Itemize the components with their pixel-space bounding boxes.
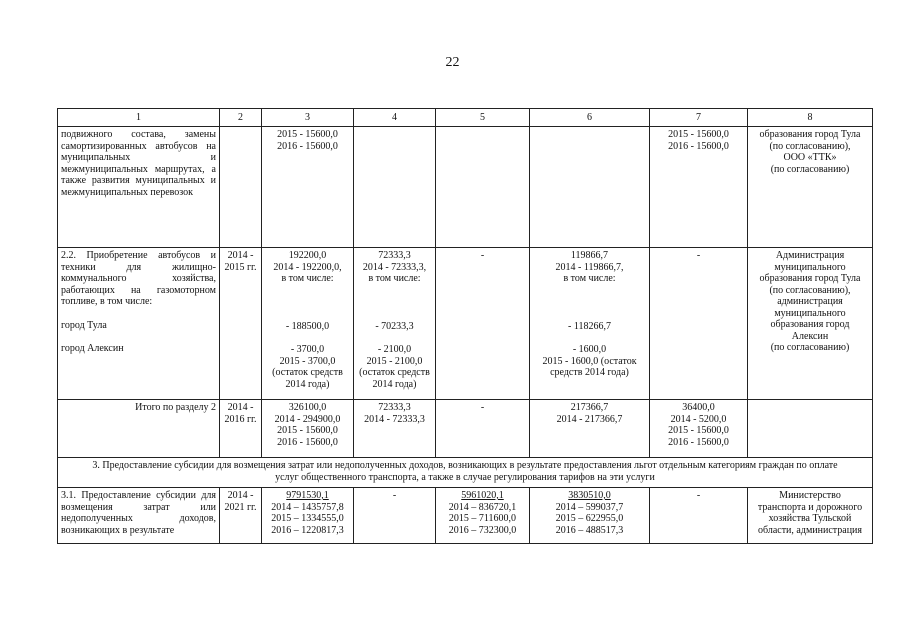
row4-total: 9791530,1 2014 – 1435757,8 2015 – 1334555,0 2016 – 1220817,3 <box>262 488 354 544</box>
header-col-3: 3 <box>262 109 354 127</box>
table-row <box>58 488 873 544</box>
budget-table <box>57 108 873 544</box>
row4-col5: 5961020,1 2014 – 836720,1 2015 – 711600,0 2016 – 732300,0 <box>436 488 530 544</box>
row3-period: 2014 - 2016 гг. <box>220 400 262 458</box>
row4-col6: 3830510,0 2014 – 599037,7 2015 – 622955,0 2016 – 488517,3 <box>530 488 650 544</box>
row4-col7: - <box>650 488 748 544</box>
row1-total: 2015 - 15600,0 2016 - 15600,0 <box>262 127 354 248</box>
row2-col4: 72333,3 2014 - 72333,3, в том числе: - 70233,3 - 2100,0 2015 - 2100,0 (остаток средств 2014 года) <box>354 248 436 400</box>
header-col-1: 1 <box>58 109 220 127</box>
row2-total: 192200,0 2014 - 192200,0, в том числе: - 188500,0 - 3700,0 2015 - 3700,0 (остаток средств 2014 года) <box>262 248 354 400</box>
row4-description: 3.1. Предоставление субсидии для возмещения затрат или недополученных доходов, возникающих в результате <box>58 488 220 544</box>
row3-col4: 72333,3 2014 - 72333,3 <box>354 400 436 458</box>
table-row <box>58 400 873 458</box>
row1-col6 <box>530 127 650 248</box>
row3-total-label: Итого по разделу 2 <box>58 400 220 458</box>
row3-executor <box>748 400 873 458</box>
header-col-5: 5 <box>436 109 530 127</box>
row1-col4 <box>354 127 436 248</box>
row2-col7: - <box>650 248 748 400</box>
row2-col5: - <box>436 248 530 400</box>
row1-col7: 2015 - 15600,0 2016 - 15600,0 <box>650 127 748 248</box>
row3-col5: - <box>436 400 530 458</box>
row2-col6: 119866,7 2014 - 119866,7, в том числе: - 118266,7 - 1600,0 2015 - 1600,0 (остаток средств 2014 года) <box>530 248 650 400</box>
page-number: 22 <box>445 55 460 70</box>
row4-col4: - <box>354 488 436 544</box>
table-row <box>58 127 873 248</box>
row2-description: 2.2. Приобретение автобусов и техники для жилищно-коммунального хозяйства, работающих на газомоторном топливе, в том числе: город Тула город Алексин <box>58 248 220 400</box>
row3-col7: 36400,0 2014 - 5200,0 2015 - 15600,0 2016 - 15600,0 <box>650 400 748 458</box>
row4-period: 2014 - 2021 гг. <box>220 488 262 544</box>
row2-executor: Администрация муниципального образования город Тула (по согласованию), администрация муниципального образования город Алексин (по согласованию) <box>748 248 873 400</box>
row3-total: 326100,0 2014 - 294900,0 2015 - 15600,0 2016 - 15600,0 <box>262 400 354 458</box>
header-col-4: 4 <box>354 109 436 127</box>
row1-period <box>220 127 262 248</box>
table-row <box>58 248 873 400</box>
row3-col6: 217366,7 2014 - 217366,7 <box>530 400 650 458</box>
section-row <box>58 458 873 488</box>
section-3-title: 3. Предоставление субсидии для возмещения затрат или недополученных доходов, возникающих в результате предоставления льгот отдельным категориям граждан по оплате услуг общественного транспорта, а также в случае регулирования тарифов на эти услуги <box>58 458 873 488</box>
row1-col5 <box>436 127 530 248</box>
header-col-7: 7 <box>650 109 748 127</box>
row2-period: 2014 - 2015 гг. <box>220 248 262 400</box>
row1-executor: образования город Тула (по согласованию), ООО «ТТК» (по согласованию) <box>748 127 873 248</box>
row1-description: подвижного состава, замены самортизированных автобусов на муниципальных и межмуниципальных маршрутах, а также развития муниципальных и межмуниципальных перевозок <box>58 127 220 248</box>
row4-executor: Министерство транспорта и дорожного хозяйства Тульской области, администрация <box>748 488 873 544</box>
header-col-6: 6 <box>530 109 650 127</box>
header-row <box>58 109 873 127</box>
header-col-2: 2 <box>220 109 262 127</box>
header-col-8: 8 <box>748 109 873 127</box>
